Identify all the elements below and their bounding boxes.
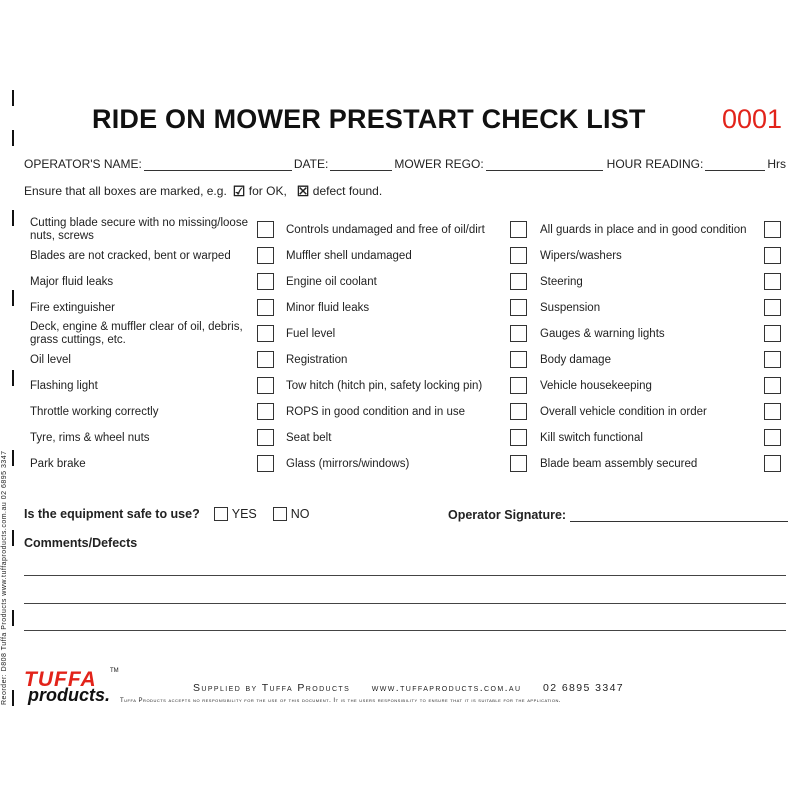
checklist-item	[286, 295, 536, 321]
checklist-checkbox[interactable]	[764, 299, 781, 316]
checklist-item	[30, 269, 280, 295]
checklist-item-label: Cutting blade secure with no missing/loose nuts, screws	[30, 217, 248, 242]
checklist-item	[30, 425, 280, 451]
reorder-text: Reorder: D808 Tuffa Products www.tuffaproducts.com.au 02 6895 3347	[1, 450, 8, 705]
checklist-item	[30, 399, 280, 425]
legend-prefix: Ensure that all boxes are marked, e.g.	[24, 184, 227, 198]
signature-label: Operator Signature:	[448, 508, 567, 522]
comments-line[interactable]	[24, 630, 786, 631]
checklist-checkbox[interactable]	[257, 299, 274, 316]
checklist-checkbox[interactable]	[257, 247, 274, 264]
checklist-item-label: Tow hitch (hitch pin, safety locking pin)	[286, 379, 483, 392]
checklist-checkbox[interactable]	[257, 429, 274, 446]
checklist-item	[286, 451, 536, 477]
checklist-item	[30, 295, 280, 321]
checklist-item-label: Body damage	[540, 353, 611, 366]
checklist-item	[540, 321, 790, 347]
checklist-item-label: Oil level	[30, 353, 71, 366]
no-option	[273, 507, 310, 521]
checklist-checkbox[interactable]	[257, 273, 274, 290]
checklist-checkbox[interactable]	[257, 325, 274, 342]
signature-field[interactable]	[570, 509, 788, 522]
checklist-item-label: Seat belt	[286, 431, 332, 444]
date-label: DATE:	[293, 157, 329, 171]
checklist-item-label: Major fluid leaks	[30, 275, 114, 288]
yes-option	[214, 507, 257, 521]
checklist-item	[286, 269, 536, 295]
checklist-item	[540, 269, 790, 295]
checklist-item-label: Vehicle housekeeping	[540, 379, 652, 392]
serial-number: 0001	[722, 104, 783, 134]
checklist-item-label: Controls undamaged and free of oil/dirt	[286, 223, 485, 236]
checklist-item	[540, 399, 790, 425]
checklist-item-label: Muffler shell undamaged	[286, 249, 412, 262]
checklist-item-label: Wipers/washers	[540, 249, 622, 262]
checklist-checkbox[interactable]	[257, 455, 274, 472]
checklist-item	[286, 243, 536, 269]
checklist-item-label: Blade beam assembly secured	[540, 457, 698, 470]
checklist-item-label: ROPS in good condition and in use	[286, 405, 466, 418]
logo-text-tuffa: TUFFA	[24, 668, 97, 691]
checklist-item-label: Glass (mirrors/windows)	[286, 457, 410, 470]
checklist-checkbox[interactable]	[510, 455, 527, 472]
safety-question	[24, 507, 326, 521]
checklist-item	[286, 321, 536, 347]
checklist-item-label: Flashing light	[30, 379, 98, 392]
defect-checkbox-icon: ☒	[296, 183, 310, 199]
checklist-checkbox[interactable]	[510, 325, 527, 342]
checklist-checkbox[interactable]	[764, 221, 781, 238]
checklist-checkbox[interactable]	[510, 429, 527, 446]
checklist-checkbox[interactable]	[510, 351, 527, 368]
legend-defect-text: defect found.	[312, 184, 383, 198]
checklist-checkbox[interactable]	[764, 351, 781, 368]
checklist-item	[540, 217, 790, 243]
checklist-checkbox[interactable]	[257, 403, 274, 420]
checklist-item	[30, 217, 280, 243]
checklist-item-label: Engine oil coolant	[286, 275, 377, 288]
checklist-item-label: Fuel level	[286, 327, 336, 340]
disclaimer-text: Tuffa Products accepts no responsibility for the use of this document. It is the users responsibility to ensure that it is suitable for the application.	[120, 698, 562, 704]
checklist-item	[540, 373, 790, 399]
operator-signature	[448, 508, 788, 522]
checklist-checkbox[interactable]	[510, 377, 527, 394]
checklist-item	[30, 373, 280, 399]
checklist-item	[286, 425, 536, 451]
no-checkbox[interactable]	[273, 507, 287, 521]
checklist-item	[286, 217, 536, 243]
yes-checkbox[interactable]	[214, 507, 228, 521]
checklist-checkbox[interactable]	[764, 429, 781, 446]
checklist-checkbox[interactable]	[510, 299, 527, 316]
checklist-checkbox[interactable]	[764, 403, 781, 420]
checklist-item-label: All guards in place and in good condition	[540, 223, 747, 236]
checklist-checkbox[interactable]	[764, 247, 781, 264]
comments-line[interactable]	[24, 603, 786, 604]
checklist-item	[286, 347, 536, 373]
comments-label: Comments/Defects	[24, 536, 138, 550]
no-label: NO	[290, 507, 310, 521]
checklist-item-label: Steering	[540, 275, 583, 288]
ok-checkbox-icon: ☑	[232, 183, 246, 199]
checklist-checkbox[interactable]	[510, 403, 527, 420]
checklist-item-label: Registration	[286, 353, 348, 366]
checklist-item	[286, 399, 536, 425]
operator-label: OPERATOR'S NAME:	[24, 157, 142, 171]
checklist-checkbox[interactable]	[257, 377, 274, 394]
logo-text-products: products.	[28, 685, 111, 705]
checklist-item-label: Kill switch functional	[540, 431, 643, 444]
checklist-checkbox[interactable]	[510, 273, 527, 290]
checklist-item-label: Tyre, rims & wheel nuts	[30, 431, 150, 444]
checklist-checkbox[interactable]	[764, 273, 781, 290]
checklist-item-label: Minor fluid leaks	[286, 301, 370, 314]
rego-label: MOWER REGO:	[394, 157, 484, 171]
checklist-item	[286, 373, 536, 399]
checklist-checkbox[interactable]	[764, 455, 781, 472]
checklist-item-label: Throttle working correctly	[30, 405, 159, 418]
checklist-item-label: Fire extinguisher	[30, 301, 116, 314]
page-title: RIDE ON MOWER PRESTART CHECK LIST	[92, 104, 646, 134]
checklist-checkbox[interactable]	[510, 247, 527, 264]
checklist-item-label: Gauges & warning lights	[540, 327, 665, 340]
checklist-item-label: Overall vehicle condition in order	[540, 405, 707, 418]
checklist-item	[540, 243, 790, 269]
checklist-item-label: Deck, engine & muffler clear of oil, debris, grass cuttings, etc.	[30, 321, 243, 346]
tuffa-logo	[24, 668, 119, 706]
hours-unit: Hrs	[767, 157, 787, 171]
checklist-item	[30, 243, 280, 269]
checklist-item	[540, 425, 790, 451]
checklist-item	[30, 451, 280, 477]
supplied-by-text: Supplied by Tuffa Products www.tuffaproducts.com.au 02 6895 3347	[193, 682, 625, 694]
checklist-checkbox[interactable]	[257, 221, 274, 238]
logo-trademark: TM	[110, 668, 119, 674]
comments-line[interactable]	[24, 575, 786, 576]
checklist-checkbox[interactable]	[764, 325, 781, 342]
checklist-item	[30, 321, 280, 347]
checklist-item	[540, 347, 790, 373]
checklist-item-label: Blades are not cracked, bent or warped	[30, 249, 231, 262]
checklist-item-label: Suspension	[540, 301, 601, 314]
hours-label: HOUR READING:	[606, 157, 704, 171]
checklist-checkbox[interactable]	[510, 221, 527, 238]
checklist-checkbox[interactable]	[764, 377, 781, 394]
yes-label: YES	[231, 507, 257, 521]
checklist-item	[540, 451, 790, 477]
legend-ok-text: for OK,	[248, 184, 287, 198]
checklist-item	[540, 295, 790, 321]
checklist-item	[30, 347, 280, 373]
checklist-item-label: Park brake	[30, 457, 86, 470]
checklist-checkbox[interactable]	[257, 351, 274, 368]
safety-question-label: Is the equipment safe to use?	[24, 507, 200, 521]
